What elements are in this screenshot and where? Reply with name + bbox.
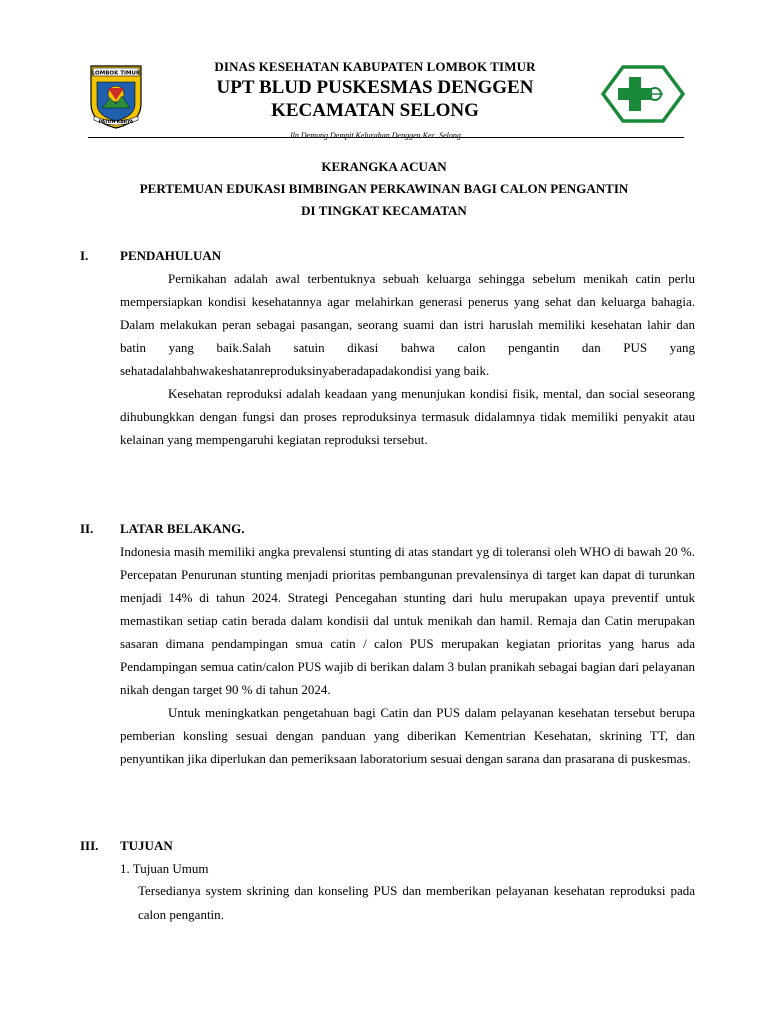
paragraph: Kesehatan reproduksi adalah keadaan yang menunjukan kondisi fisik, mental, dan social seseorang dihubungkkan dengan fungsi dan proses reproduksinya termasuk didalamnya tidak memiliki penyakit atau kelainan yang mempengaruhi kegiatan reproduksi tersebut. xyxy=(120,386,695,447)
document-subtitle-2: DI TINGKAT KECAMATAN xyxy=(301,203,467,218)
section-heading: TUJUAN xyxy=(120,838,173,853)
section-number: III. xyxy=(80,838,99,853)
organization-name: UPT BLUD PUSKESMAS DENGGEN xyxy=(216,77,534,98)
paragraph: Pernikahan adalah awal terbentuknya sebuah keluarga sehingga sebelum menikah catin perlu mempersiapkan kondisi kesehatannya agar melahirkan generasi penerus yang sehat dan keluarga bahagia. Dalam melakukan peran sebagai pasangan, seorang suami dan istri haruslah memiliki kesehatan lahir dan batin yang baik.Salah satuin dikasi bahwa calon pengantin dan PUS yang sehatadalahbahwakeshatanreproduksinyaberadapadakondisi yang baik. xyxy=(120,271,695,378)
document-title: KERANGKA ACUAN xyxy=(321,159,447,174)
lombok-timur-emblem-icon xyxy=(88,64,144,130)
section-heading: LATAR BELAKANG. xyxy=(120,521,245,536)
section-body xyxy=(120,540,695,770)
letterhead xyxy=(150,58,600,141)
emblem-bottom-text: PATUH KARYA xyxy=(98,120,134,125)
address: Jln.Demung Dempit Kelurahan Denggen Kec. Selong xyxy=(289,131,461,140)
paragraph: Indonesia masih memiliki angka prevalensi stunting di atas standart yg di toleransi oleh WHO di bawah 20 %. Percepatan Penurunan stunting menjadi prioritas pembangunan prevalensinya di target kan dapat di turunkan menjadi 14% di tahun 2024. Strategi Pencegahan stunting dari hulu merupakan upaya preventif untuk memastikan setiap catin berada dalam kondisii dal untuk menikah dan hamil. Remaja dan Catin merupakan sasaran dimana pendampingan smua catin / calon PUS merupakan kegiatan prioritas yang harus ada Pendampingan semua catin/calon PUS wajib di berikan dalam 3 bulan pranikah sebagai bagian dari pelayanan nikah dengan target 90 % di tahun 2024. xyxy=(120,544,695,697)
paragraph: Tersedianya system skrining dan konseling PUS dan memberikan pelayanan kesehatan reproduksi pada calon pengantin. xyxy=(138,883,695,922)
paragraph: Untuk meningkatkan pengetahuan bagi Catin dan PUS dalam pelayanan kesehatan tersebut berupa pemberian konsling sesuai dengan panduan yang diberikan Kementrian Kesehatan, skrining TT, dan penyuntikan jika diperlukan dan pemeriksaan laboratorium sesuai dengan sarana dan prasarana di puskesmas. xyxy=(120,705,695,766)
section-number: I. xyxy=(80,248,89,263)
emblem-top-text: LOMBOK TIMUR xyxy=(91,70,141,77)
section-body xyxy=(120,267,695,451)
section-heading: PENDAHULUAN xyxy=(120,248,222,263)
agency-name: DINAS KESEHATAN KABUPATEN LOMBOK TIMUR xyxy=(214,59,536,74)
puskesmas-cross-icon xyxy=(601,65,685,123)
subsection-label: 1. Tujuan Umum xyxy=(120,861,209,876)
section-number: II. xyxy=(80,521,94,536)
district-name: KECAMATAN SELONG xyxy=(271,100,479,121)
subsection-body xyxy=(138,879,695,927)
document-subtitle: PERTEMUAN EDUKASI BIMBINGAN PERKAWINAN BAGI CALON PENGANTIN xyxy=(139,181,629,196)
letterhead-divider xyxy=(88,137,684,138)
